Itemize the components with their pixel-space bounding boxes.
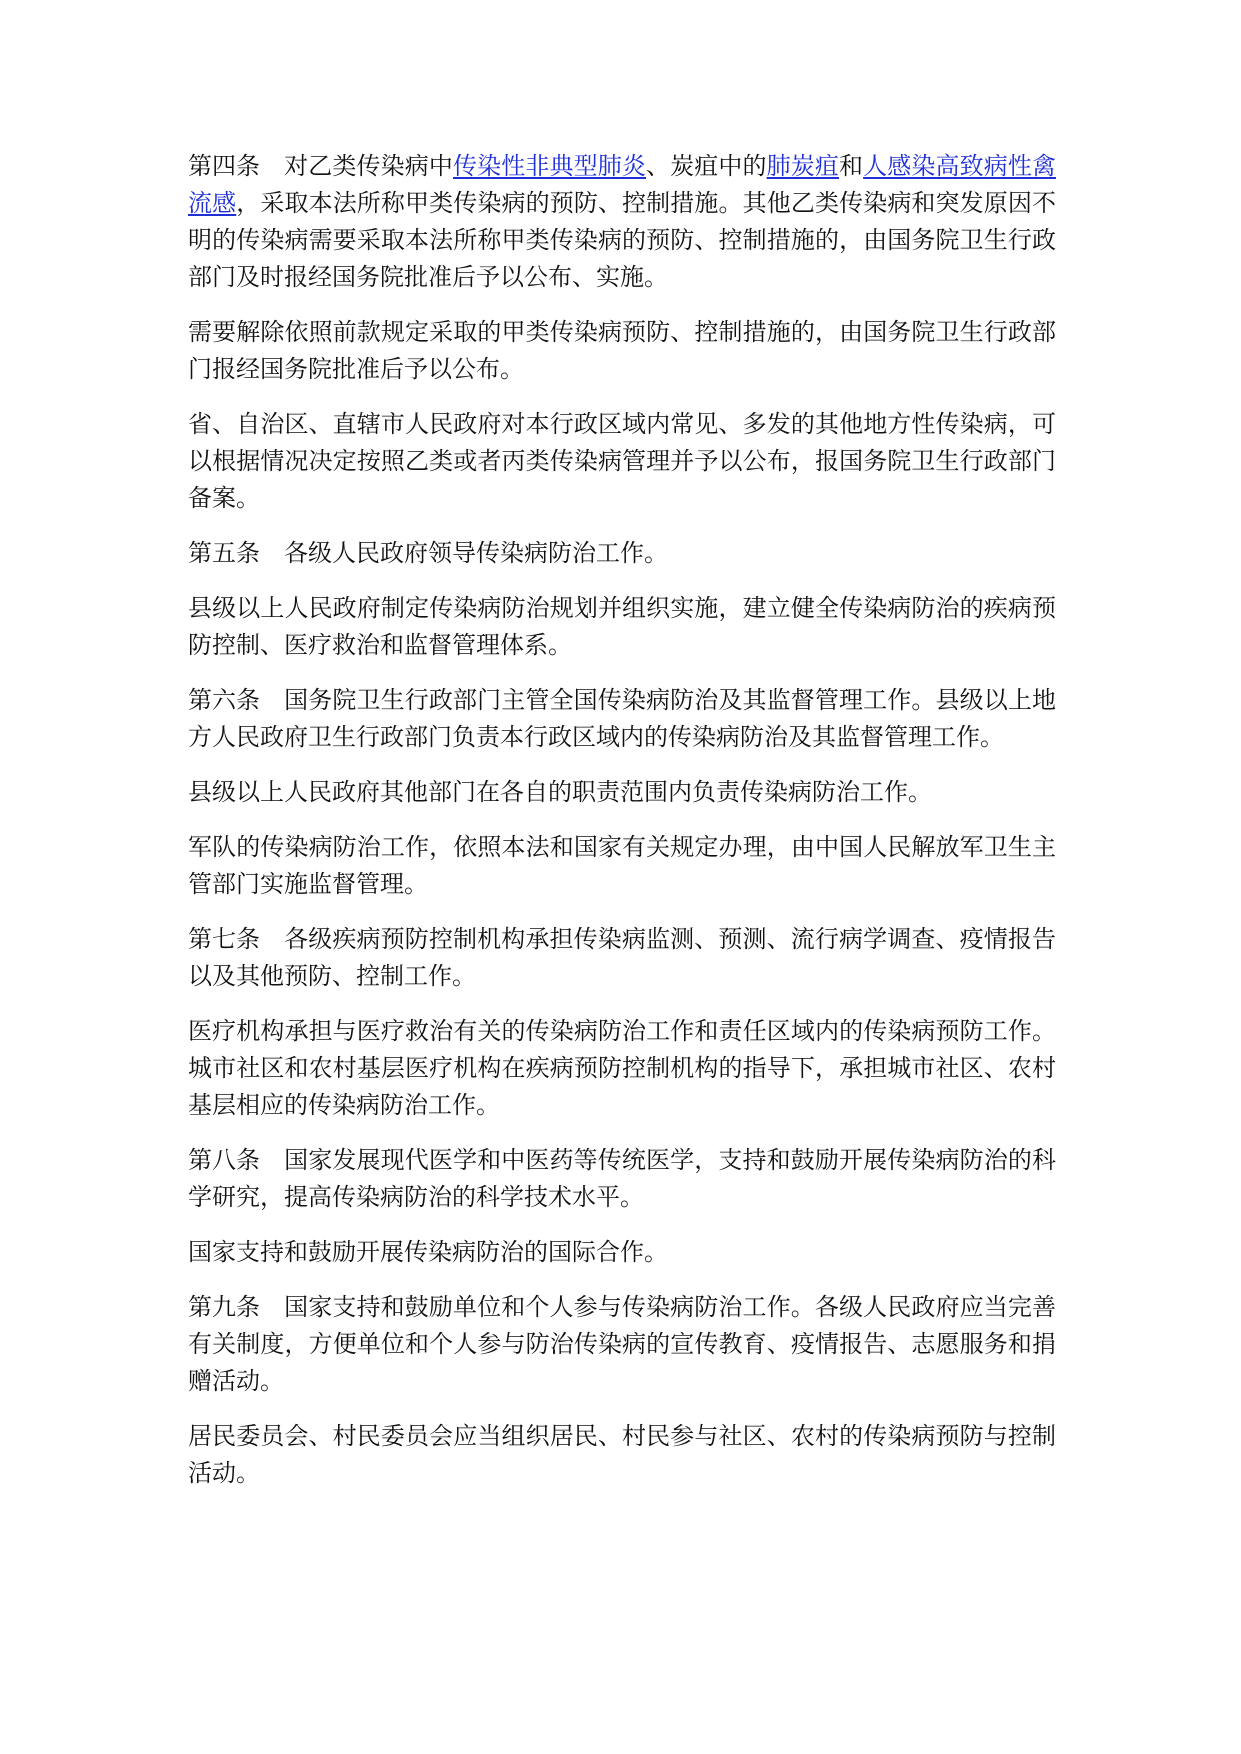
paragraph-text: ，采取本法所称甲类传染病的预防、控制措施。其他乙类传染病和突发原因不明的传染病需要采取本法所称甲类传染病的预防、控制措施的，由国务院卫生行政部门及时报经国务院批准后予以公布、实施。 <box>188 189 1057 291</box>
article-number: 第四条 <box>188 152 260 180</box>
link-sars[interactable]: 传染性非典型肺炎 <box>453 152 646 180</box>
paragraph: 军队的传染病防治工作，依照本法和国家有关规定办理，由中国人民解放军卫生主管部门实施监督管理。 <box>188 833 1056 898</box>
article-number: 第五条 <box>188 539 260 567</box>
article-number: 第六条 <box>188 686 260 714</box>
article-5-paragraph <box>188 535 1056 572</box>
paragraph: 国家支持和鼓励开展传染病防治的国际合作。 <box>188 1238 668 1266</box>
paragraph: 医疗机构承担与医疗救治有关的传染病防治工作和责任区域内的传染病预防工作。城市社区和农村基层医疗机构在疾病预防控制机构的指导下，承担城市社区、农村基层相应的传染病防治工作。 <box>188 1017 1056 1119</box>
article-4-paragraph <box>188 148 1056 296</box>
article-7-paragraph <box>188 921 1056 995</box>
paragraph-text: 、炭疽中的 <box>646 152 767 180</box>
paragraph-text: 对乙类传染病中 <box>284 152 453 180</box>
paragraph-text: 国家发展现代医学和中医药等传统医学，支持和鼓励开展传染病防治的科学研究，提高传染病防治的科学技术水平。 <box>188 1146 1056 1211</box>
link-pulmonary-anthrax[interactable]: 肺炭疽 <box>766 152 839 180</box>
paragraph: 省、自治区、直辖市人民政府对本行政区域内常见、多发的其他地方性传染病，可以根据情况决定按照乙类或者丙类传染病管理并予以公布，报国务院卫生行政部门备案。 <box>188 410 1056 512</box>
paragraph: 居民委员会、村民委员会应当组织居民、村民参与社区、农村的传染病预防与控制活动。 <box>188 1422 1056 1487</box>
paragraph-text: 国务院卫生行政部门主管全国传染病防治及其监督管理工作。县级以上地方人民政府卫生行政部门负责本行政区域内的传染病防治及其监督管理工作。 <box>188 686 1056 751</box>
article-9-paragraph <box>188 1289 1056 1400</box>
article-number: 第七条 <box>188 925 260 953</box>
paragraph-text: 各级人民政府领导传染病防治工作。 <box>284 539 668 567</box>
article-8-paragraph <box>188 1142 1056 1216</box>
link-avian-influenza[interactable]: 人感染高致病性禽流感 <box>188 152 1056 217</box>
paragraph-text: 和 <box>839 152 864 180</box>
document-page <box>188 148 1056 1510</box>
article-number: 第九条 <box>188 1293 260 1321</box>
article-6-paragraph <box>188 682 1056 756</box>
paragraph: 需要解除依照前款规定采取的甲类传染病预防、控制措施的，由国务院卫生行政部门报经国务院批准后予以公布。 <box>188 318 1056 383</box>
paragraph-text: 国家支持和鼓励单位和个人参与传染病防治工作。各级人民政府应当完善有关制度，方便单位和个人参与防治传染病的宣传教育、疫情报告、志愿服务和捐赠活动。 <box>188 1293 1056 1395</box>
paragraph-text: 各级疾病预防控制机构承担传染病监测、预测、流行病学调查、疫情报告以及其他预防、控制工作。 <box>188 925 1056 990</box>
paragraph: 县级以上人民政府其他部门在各自的职责范围内负责传染病防治工作。 <box>188 778 932 806</box>
paragraph: 县级以上人民政府制定传染病防治规划并组织实施，建立健全传染病防治的疾病预防控制、医疗救治和监督管理体系。 <box>188 594 1056 659</box>
article-number: 第八条 <box>188 1146 260 1174</box>
